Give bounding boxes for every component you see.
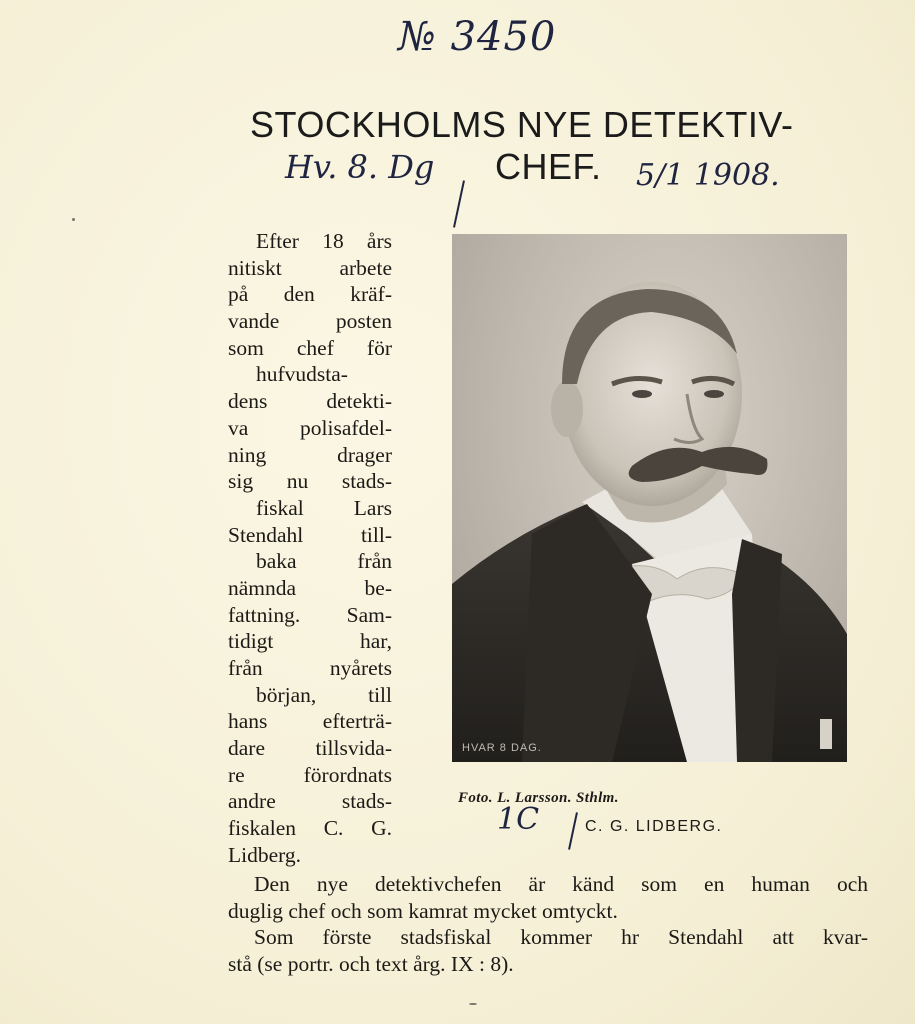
paper-speck [469, 1003, 477, 1005]
article-column-line: va polisafdel- [228, 415, 392, 440]
article-column-line: Lidberg. [228, 842, 302, 867]
article-column-line: från nyårets [228, 656, 392, 680]
article-column-line: hufvudsta- [256, 362, 348, 387]
article-column-line: Efter 18 års [256, 229, 392, 253]
article-full-line: stå (se portr. och text årg. IX : 8). [228, 951, 514, 976]
article-column-line: Stendahl till- [228, 522, 392, 547]
article-column-line: dare tillsvida- [228, 736, 392, 761]
handwritten-date-left: Hv. 8. Dg [285, 148, 435, 186]
article-column-line: andre stads- [228, 789, 392, 814]
article-column-line: som chef för [228, 335, 392, 360]
portrait-photo [452, 234, 847, 762]
article-column-line: fiskalen C. G. [228, 816, 392, 841]
article-column-line: vande posten [228, 309, 392, 334]
handwritten-stroke [568, 812, 578, 850]
paper-speck [72, 218, 75, 221]
article-column-line: sig nu stads- [228, 469, 392, 494]
article-column-line: dens detekti- [228, 389, 392, 414]
photo-credit: Foto. L. Larsson. Sthlm. [458, 790, 619, 806]
article-column [228, 228, 392, 869]
article-column-line: fattning. Sam- [228, 602, 392, 627]
photo-caption: C. G. LIDBERG. [585, 818, 723, 835]
archive-number-annotation: № 3450 [398, 14, 557, 60]
article-column-line: början, till [256, 682, 392, 707]
article-column-line: tidigt har, [228, 629, 392, 654]
article-continuation [228, 871, 868, 977]
article-column-line: re förordnats [228, 762, 392, 787]
photo-watermark: HVAR 8 DAG. [462, 742, 542, 754]
headline-line-2: CHEF. [495, 146, 602, 187]
article-column-line: fiskal Lars [256, 495, 392, 520]
article-full-line: Som förste stadsfiskal kommer hr Stendahl att kvar- [254, 925, 868, 949]
handwritten-date-right: 5/1 1908. [636, 158, 780, 193]
article-column-line: ning drager [228, 442, 392, 467]
article-column-line: på den kräf- [228, 282, 392, 307]
article-column-line: baka från [256, 549, 392, 574]
article-column-line: nitiskt arbete [228, 255, 392, 280]
headline-line-1: STOCKHOLMS NYE DETEKTIV- [250, 104, 794, 145]
article-column-line: hans efterträ- [228, 709, 392, 734]
portrait-illustration [452, 234, 847, 762]
handwritten-mark: 1C [497, 802, 540, 837]
article-full-line: duglig chef och som kamrat mycket omtyckt. [228, 898, 618, 923]
article-full-line: Den nye detektivchefen är känd som en human och [254, 872, 868, 896]
article-column-line: nämnda be- [228, 575, 392, 600]
